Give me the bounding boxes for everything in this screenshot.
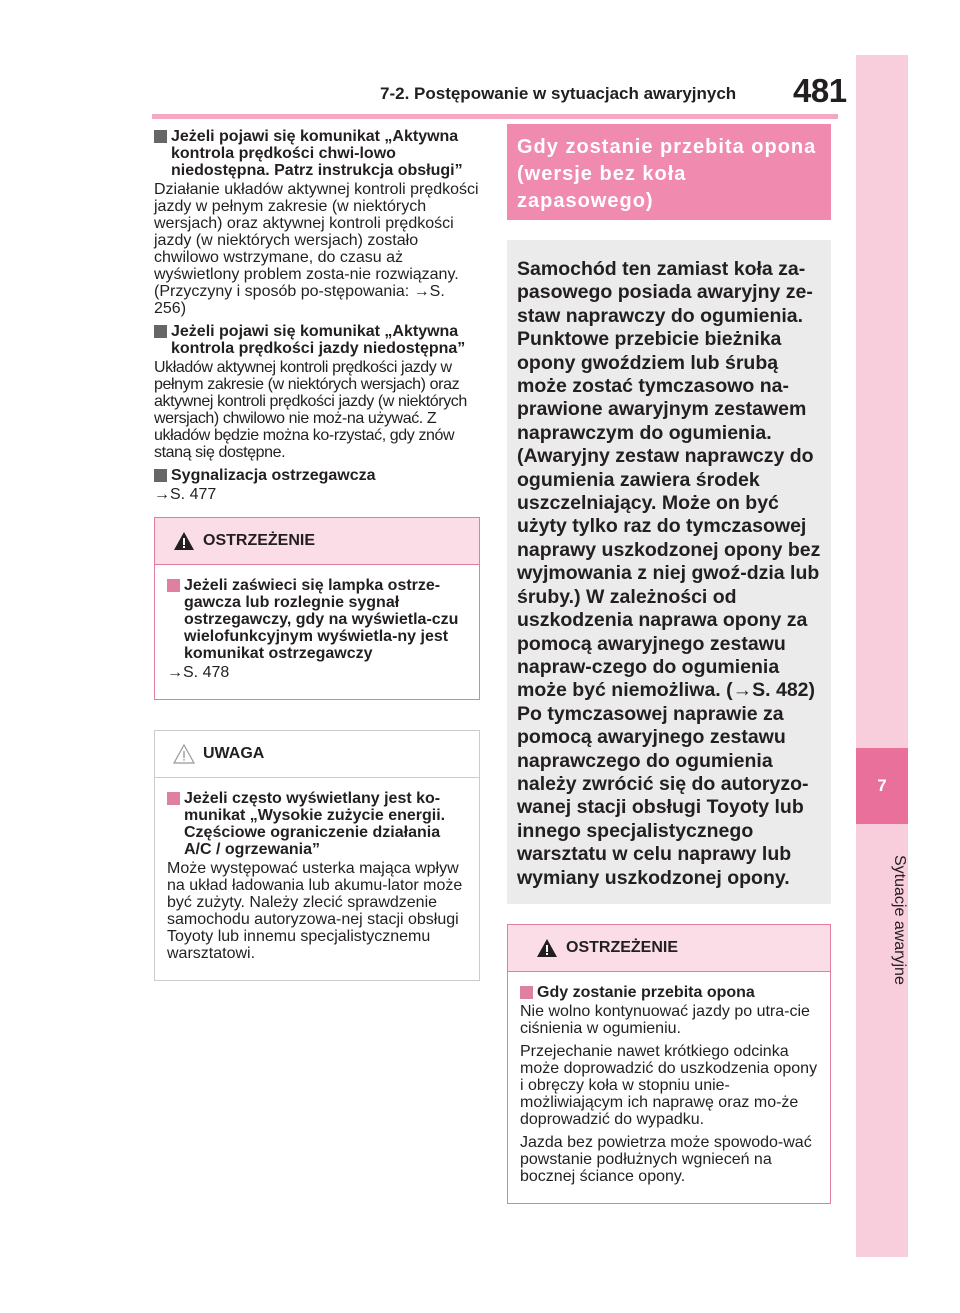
- section-title: 7-2. Postępowanie w sytuacjach awaryjnych: [380, 84, 737, 103]
- paragraph: Przejechanie nawet krótkiego odcinka może doprowadzić do uszkodzenia opony i obręczy koła w stopniu unie-możliwiającym ich naprawę oraz mo-że doprowadzić do wypadku.: [520, 1042, 818, 1128]
- warning-box: [154, 517, 480, 700]
- right-column: [507, 124, 831, 1204]
- warning-header: [508, 925, 830, 972]
- warning-label: OSTRZEŻENIE: [203, 532, 316, 549]
- square-bullet-icon: [154, 469, 167, 482]
- warning-triangle-icon: [536, 938, 558, 958]
- square-bullet-icon: [167, 579, 180, 592]
- intro-box: Samochód ten zamiast koła za-pasowego posiada awaryjny ze-staw naprawczy do ogumienia. Punktowe przebicie bieżnika opony gwoździem lub śrubą może zostać tymczasowo na-prawione awaryjnym zestawem naprawczym do ogumienia. (Awaryjny zestaw naprawczy do ogumienia zawiera środek uszczelniający. Może on być użyty tylko raz do tymczasowej naprawy uszkodzonej opony bez wyjmowania z niej gwoź-dzia lub śruby.) W zależności od uszkodzenia naprawa opony za pomocą awaryjnego zestawu napraw-czego do ogumienia może być niemożliwa. (→S. 482) Po tymczasowej naprawie za pomocą awaryjnego zestawu naprawczego do ogumienia należy zwrócić się do autoryzo-wanej stacji obsługi Toyoty lub innego specjalistycznego warsztatu w celu naprawy lub wymiany uszkodzonej opony.: [507, 240, 831, 904]
- notice-box: [154, 730, 480, 981]
- chapter-number[interactable]: 7: [856, 748, 908, 824]
- notice-label: UWAGA: [203, 745, 265, 762]
- subheading: [154, 128, 480, 179]
- subheading: [154, 323, 480, 357]
- subheading: [520, 984, 818, 1001]
- paragraph: Działanie układów aktywnej kontroli prędkości jazdy w pełnym zakresie (w niektórych wersjach) oraz aktywnej kontroli prędkości jazdy (w niektórych wersjach) zostało chwilowo wstrzymane, do czasu aż wyświetlony problem zosta-nie rozwiązany. (Przyczyny i sposób po-stępowania: →S. 256): [154, 181, 479, 317]
- subheading-text: Jeżeli zaświeci się lampka ostrze-gawcza lub rozlegnie sygnał ostrzegawczy, gdy na wyświetla-czu wielofunkcyjnym wyświetla-ny jest komunikat ostrzegawczy: [184, 577, 459, 662]
- paragraph: Nie wolno kontynuować jazdy po utra-cie ciśnienia w ogumieniu.: [520, 1002, 810, 1037]
- chapter-label: Sytuacje awaryjne: [891, 855, 908, 985]
- left-column: [154, 124, 480, 981]
- page-reference: →S. 477: [154, 486, 217, 503]
- subheading-text: Gdy zostanie przebita opona: [537, 983, 755, 1001]
- notice-body: [155, 778, 479, 980]
- page-reference: →S. 478: [167, 664, 230, 681]
- warning-body: [155, 565, 479, 699]
- square-bullet-icon: [154, 130, 167, 143]
- warning-body: [508, 972, 830, 1203]
- warning-header: [155, 518, 479, 565]
- paragraph: Jazda bez powietrza może spowodo-wać powstanie podłużnych wgnieceń na bocznej ściance opony.: [520, 1133, 812, 1185]
- paragraph: Układów aktywnej kontroli prędkości jazdy w pełnym zakresie (w niektórych wersjach) oraz aktywnej kontroli prędkości jazdy (w niektórych wersjach) chwilowo nie moż-na używać. Z układów będzie można ko-rzystać, gdy znów staną się dostępne.: [154, 359, 467, 461]
- subheading: [154, 467, 480, 484]
- square-bullet-icon: [154, 325, 167, 338]
- square-bullet-icon: [520, 986, 533, 999]
- warning-triangle-icon: [173, 531, 195, 551]
- header-rule: [152, 114, 838, 119]
- subheading: [167, 790, 467, 858]
- square-bullet-icon: [167, 792, 180, 805]
- page-number: 481: [793, 72, 847, 109]
- notice-header: [155, 731, 479, 778]
- section-heading: Gdy zostanie przebita opona (wersje bez koła zapasowego): [507, 124, 831, 220]
- paragraph: Może występować usterka mająca wpływ na układ ładowania lub akumu-lator może być zużyty. Należy zlecić sprawdzenie samochodu autoryzowa-nej stacji obsługi Toyoty lub innemu specjalistycznemu warsztatowi.: [167, 860, 463, 962]
- subheading-text: Jeżeli pojawi się komunikat „Aktywna kontrola prędkości chwi-lowo niedostępna. Patrz instrukcja obsługi”: [171, 128, 463, 179]
- subheading-text: Sygnalizacja ostrzegawcza: [171, 467, 376, 484]
- caution-triangle-icon: [173, 744, 195, 764]
- side-tab: [856, 55, 908, 748]
- warning-box: [507, 924, 831, 1204]
- warning-label: OSTRZEŻENIE: [566, 938, 679, 956]
- subheading-text: Jeżeli często wyświetlany jest ko-munikat „Wysokie zużycie energii. Częściowe ograniczenie działania A/C / ogrzewania”: [184, 790, 446, 858]
- subheading-text: Jeżeli pojawi się komunikat „Aktywna kontrola prędkości jazdy niedostępna”: [171, 323, 466, 357]
- subheading: [167, 577, 467, 662]
